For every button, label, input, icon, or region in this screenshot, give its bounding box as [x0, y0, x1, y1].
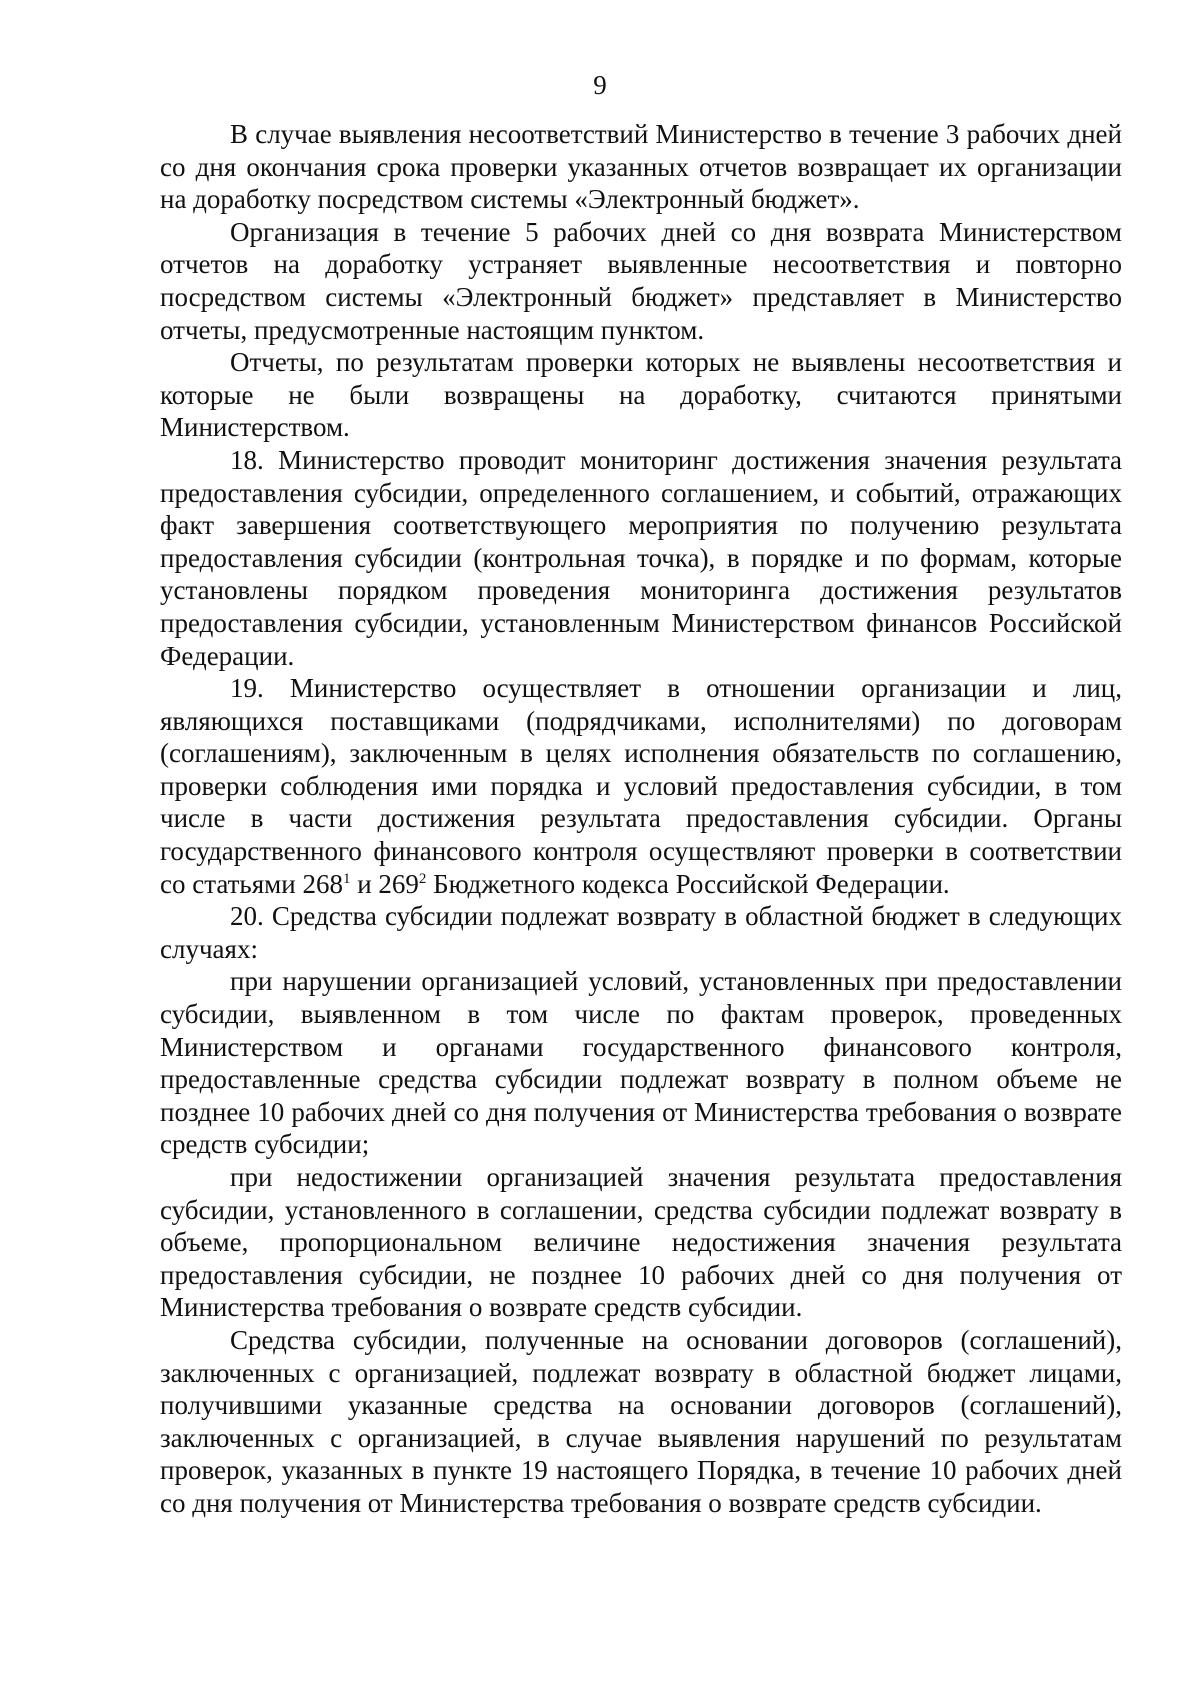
paragraph-refund-nonachievement: при недостижении организацией значения результата предоставления субсидии, установленного в соглашении, средства субсидии подлежат возврату в объеме, пропорциональном величине недостижения значения результата предоставления субсидии, не позднее 10 рабочих дней со дня получения от Министерства требования о возврате средств субсидии. [160, 1162, 1122, 1323]
page-number: 9 [593, 70, 607, 100]
paragraph-item-20-refund: 20. Средства субсидии подлежат возврату в областной бюджет в следующих случаях: [160, 901, 1122, 964]
paragraph-item-18-monitoring: 18. Министерство проводит мониторинг достижения значения результата предоставления субсидии, определенного соглашением, и событий, отражающих факт завершения соответствующего мероприятия по получению результата предоставления субсидии (контрольная точка), в порядке и по формам, которые установлены порядком проведения мониторинга достижения результатов предоставления субсидии, установленным Министерством финансов Российской Федерации. [160, 444, 1122, 671]
article-269-superscript: 2 [418, 870, 427, 887]
item-19-text-part1: 19. Министерство осуществляет в отношении организации и лиц, являющихся поставщиками (подрядчиками, исполнителями) по договорам (соглашениям), заключенным в целях исполнения обязательств по соглашению, проверки соблюдения ими порядка и условий предоставления субсидии, в том числе в части достижения результата предоставления субсидии. Органы государственного финансового контроля осуществляют проверки в соответствии со статьями 268 [160, 673, 1122, 899]
paragraph-refund-violation: при нарушении организацией условий, установленных при предоставлении субсидии, выявленном в том числе по фактам проверок, проведенных Министерством и органами государственного финансового контроля, предоставленные средства субсидии подлежат возврату в полном объеме не позднее 10 рабочих дней со дня получения от Министерства требования о возврате средств субсидии; [160, 966, 1122, 1160]
item-19-text-part3: Бюджетного кодекса Российской Федерации. [426, 868, 950, 899]
paragraph-accepted-reports: Отчеты, по результатам проверки которых не выявлены несоответствия и которые не были возвращены на доработку, считаются принятыми Министерством. [160, 347, 1122, 443]
item-19-text-part2: и 269 [350, 868, 419, 899]
document-body [160, 118, 1122, 1520]
paragraph-refund-contractors: Средства субсидии, полученные на основании договоров (соглашений), заключенных с организацией, подлежат возврату в областной бюджет лицами, получившими указанные средства на основании договоров (соглашений), заключенных с организацией, в случае выявления нарушений по результатам проверок, указанных в пункте 19 настоящего Порядка, в течение 10 рабочих дней со дня получения от Министерства требования о возврате средств субсидии. [160, 1324, 1122, 1518]
article-268-superscript: 1 [342, 870, 351, 887]
paragraph-resubmission: Организация в течение 5 рабочих дней со дня возврата Министерством отчетов на доработку устраняет выявленные несоответствия и повторно посредством системы «Электронный бюджет» представляет в Министерство отчеты, предусмотренные настоящим пунктом. [160, 216, 1122, 345]
paragraph-item-19-inspections [160, 672, 1122, 900]
paragraph-return-for-revision: В случае выявления несоответствий Министерство в течение 3 рабочих дней со дня окончания срока проверки указанных отчетов возвращает их организации на доработку посредством системы «Электронный бюджет». [160, 119, 1122, 215]
